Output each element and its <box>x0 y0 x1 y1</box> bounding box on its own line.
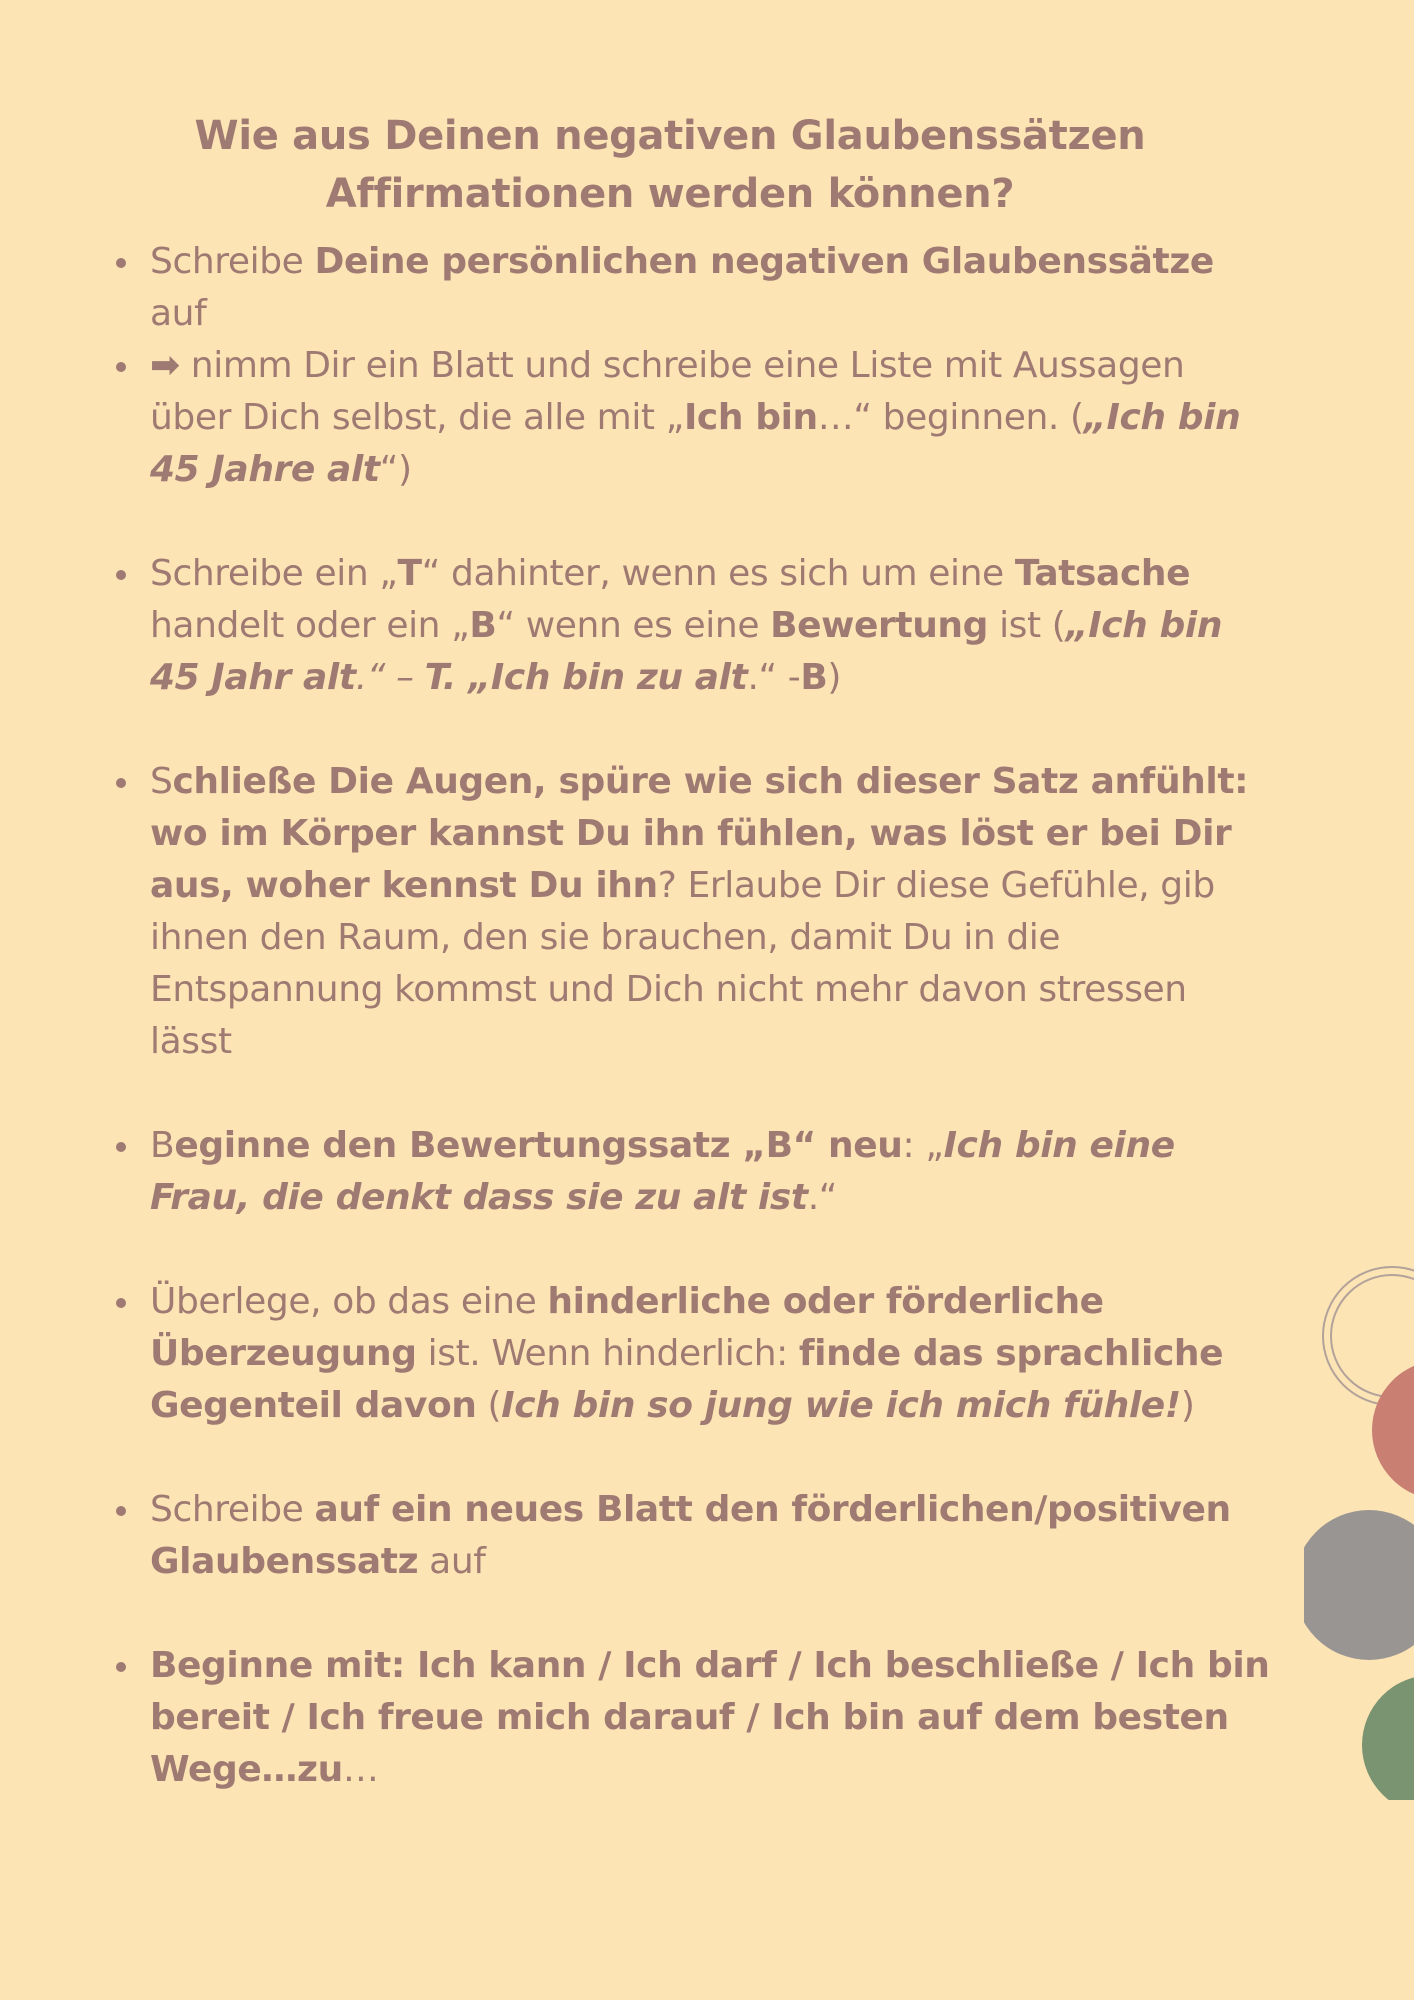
step-3-text-end: ) <box>827 657 842 698</box>
step-3-text-4: “ wenn es eine <box>496 605 771 646</box>
title-line-2: Affirmationen werden können? <box>325 170 1015 217</box>
step-3-bold-b-2: B <box>800 657 828 698</box>
step-3-example-2: T. „Ich bin zu alt <box>424 657 748 698</box>
step-3-text-3: handelt oder ein „ <box>150 605 470 646</box>
step-6-bold: hinderliche oder förderliche Überzeugung <box>150 1281 1104 1374</box>
step-3-bold-bewertung: Bewertung <box>770 605 989 646</box>
step-6-text-2: ist. Wenn hinderlich: <box>416 1333 799 1374</box>
step-6-text-end: ) <box>1180 1385 1195 1426</box>
step-2-bold: Ich bin <box>683 397 818 438</box>
step-3-text-2: “ dahinter, wenn es sich um eine <box>421 553 1015 594</box>
step-2-example: „Ich bin 45 Jahre alt <box>150 397 1241 490</box>
step-5-text: B <box>150 1125 175 1166</box>
step-3-text-6: .“ - <box>747 657 801 698</box>
step-2-text-2: …“ beginnen. ( <box>817 397 1084 438</box>
steps-list <box>150 236 1270 1796</box>
step-3-italic: .“ – <box>355 657 425 698</box>
step-6-text: Überlege, ob das eine <box>150 1281 548 1322</box>
grey-circle-decoration <box>1304 1510 1414 1660</box>
step-3-bold-tatsache: Tatsache <box>1014 553 1191 594</box>
step-4-text-end: ? Erlaube Dir diese Gefühle, gib ihnen den Raum, den sie brauchen, damit Du in die Entspannung kommst und Dich nicht mehr davon stressen lässt <box>150 865 1215 1062</box>
step-1-text: Schreibe <box>150 241 315 282</box>
step-item-7 <box>150 1484 1270 1588</box>
step-3-example-1: „Ich bin 45 Jahr alt <box>150 605 1223 698</box>
step-4-bold: chließe Die Augen, spüre wie sich dieser Satz anfühlt: wo im Körper kannst Du ihn fühlen, was löst er bei Dir aus, woher kennst Du ihn <box>150 761 1249 906</box>
step-item-8 <box>150 1640 1270 1796</box>
step-5-text-2: : „ <box>902 1125 944 1166</box>
step-8-text-end: … <box>342 1749 379 1790</box>
arrow-icon: ➡ <box>150 345 180 386</box>
step-6-example: Ich bin so jung wie ich mich fühle! <box>501 1385 1181 1426</box>
step-4-text: S <box>150 761 173 802</box>
step-3-text: Schreibe ein „ <box>150 553 398 594</box>
step-item-1 <box>150 236 1270 340</box>
step-item-5 <box>150 1120 1270 1224</box>
step-item-2 <box>150 340 1270 496</box>
step-6-bold-2: finde das sprachliche Gegenteil davon <box>150 1333 1224 1426</box>
step-3-bold-b: B <box>469 605 497 646</box>
step-3-text-5: ist ( <box>988 605 1066 646</box>
step-5-text-end: .“ <box>807 1177 838 1218</box>
title-line-1: Wie aus Deinen negativen Glaubenssätzen <box>194 112 1146 159</box>
step-7-text-end: auf <box>418 1541 486 1582</box>
decorative-circles <box>1304 1260 1414 1800</box>
step-3-bold-t: T <box>397 553 422 594</box>
step-5-example: Ich bin eine Frau, die denkt dass sie zu alt ist <box>150 1125 1175 1218</box>
step-8-bold: Beginne mit: Ich kann / Ich darf / Ich beschließe / Ich bin bereit / Ich freue mich darauf / Ich bin auf dem besten Wege…zu <box>150 1645 1270 1790</box>
page-title <box>120 107 1220 223</box>
step-2-text-end: “) <box>379 449 412 490</box>
step-7-bold: auf ein neues Blatt den förderlichen/positiven Glaubenssatz <box>150 1489 1231 1582</box>
step-item-4 <box>150 756 1270 1068</box>
step-1-text-end: auf <box>150 293 207 334</box>
step-2-text: nimm Dir ein Blatt und schreibe eine Liste mit Aussagen über Dich selbst, die alle mit „ <box>150 345 1185 438</box>
green-circle-decoration <box>1362 1675 1414 1800</box>
step-6-text-3: ( <box>476 1385 502 1426</box>
step-7-text: Schreibe <box>150 1489 315 1530</box>
step-5-bold: eginne den Bewertungssatz „B“ neu <box>174 1125 903 1166</box>
step-item-3 <box>150 548 1270 704</box>
step-1-bold: Deine persönlichen negativen Glaubenssätze <box>314 241 1214 282</box>
step-item-6 <box>150 1276 1270 1432</box>
